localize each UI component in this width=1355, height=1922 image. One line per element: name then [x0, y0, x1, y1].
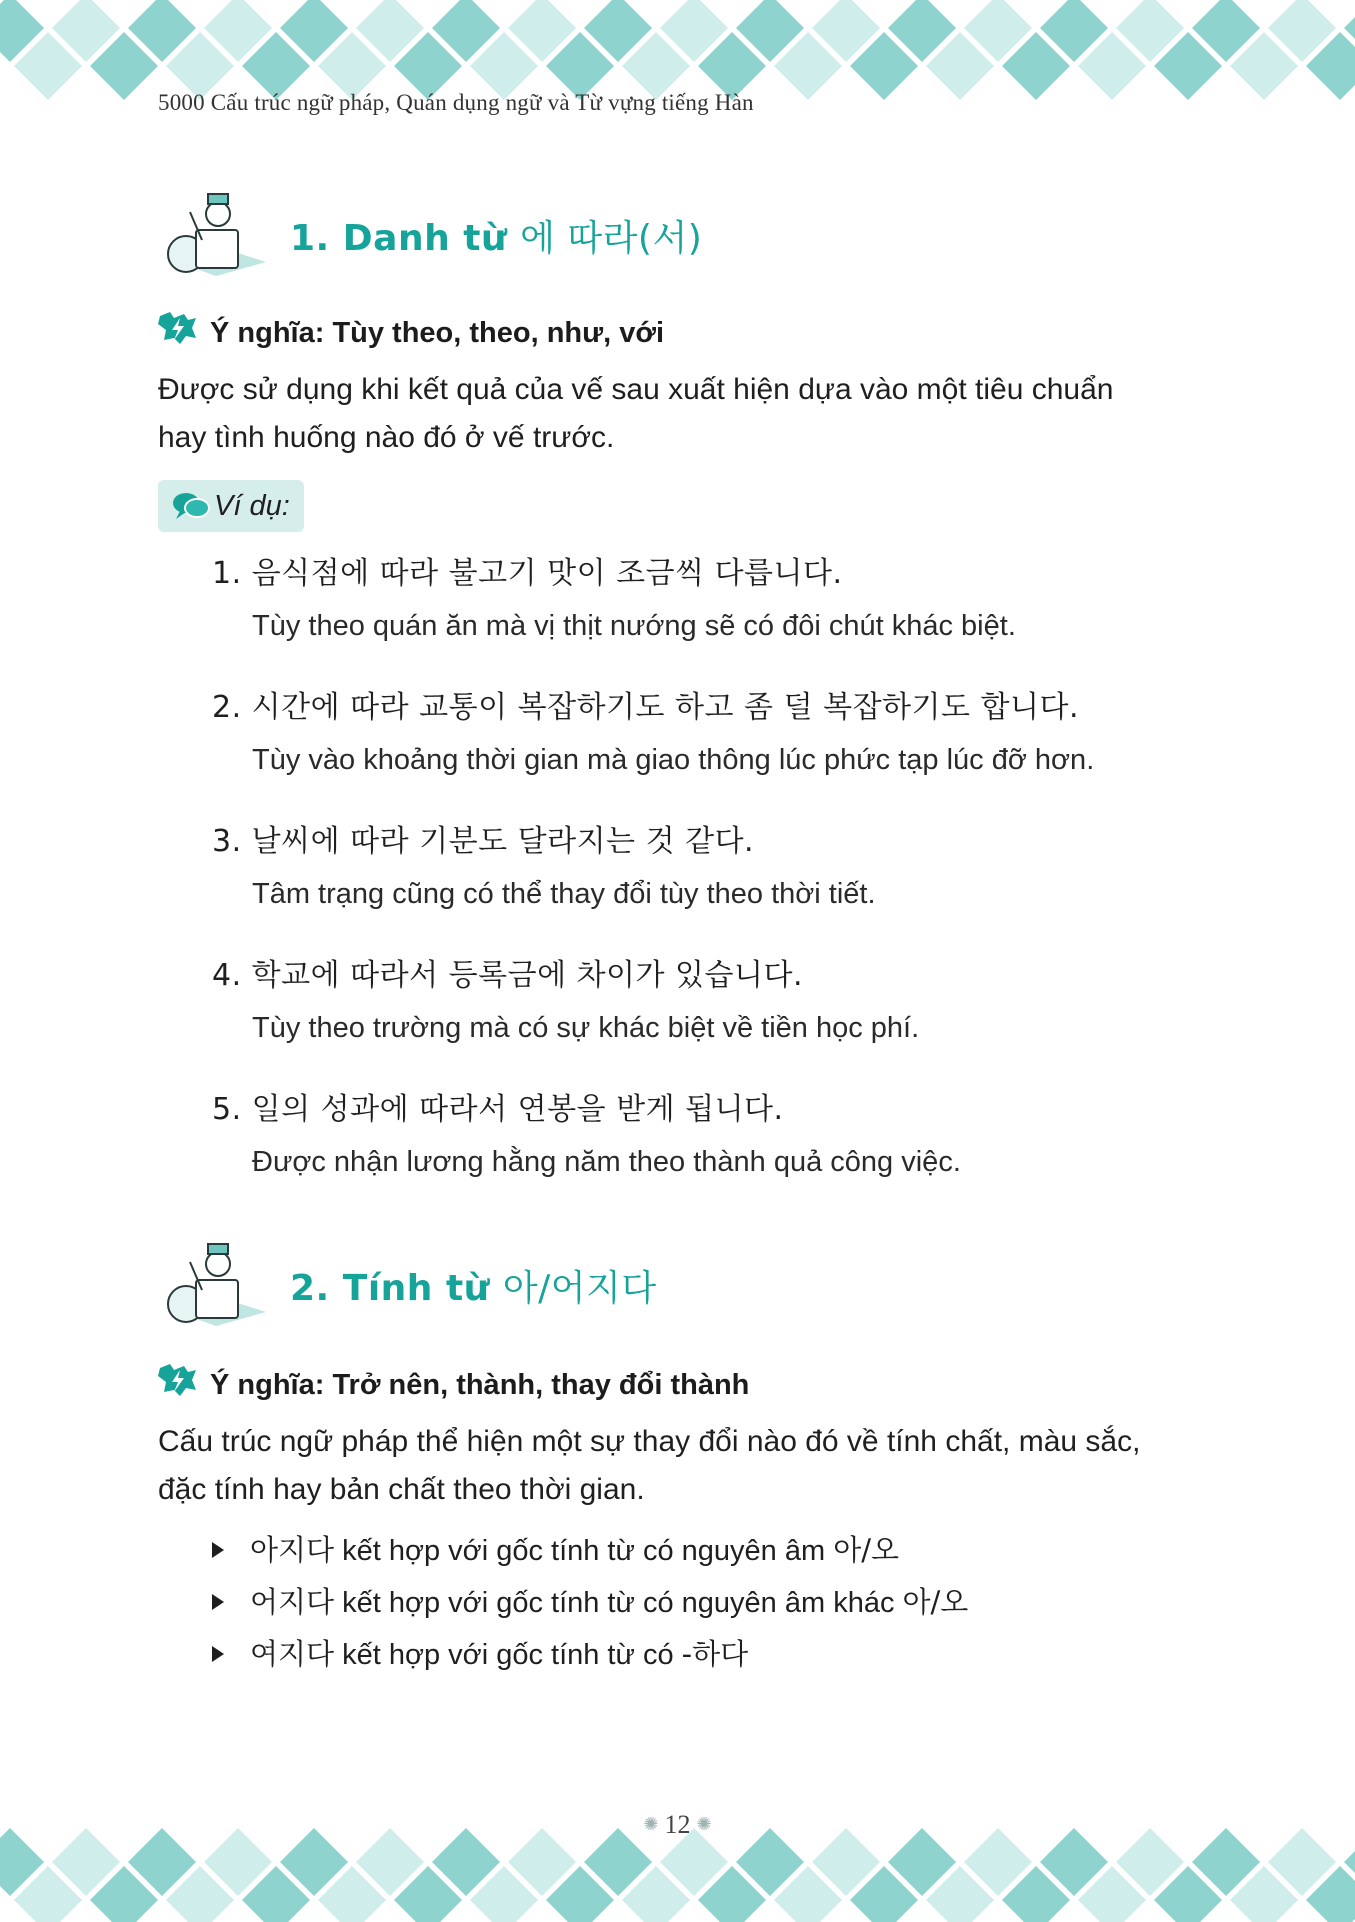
example-translation: Tâm trạng cũng có thể thay đổi tùy theo thời tiết.	[252, 878, 876, 910]
section-2-number: 2.	[290, 1268, 330, 1309]
description-line: hay tình huống nào đó ở vế trước.	[158, 421, 615, 454]
section-2-title-kr: 아/어지다	[502, 1268, 657, 1309]
section-2-heading	[156, 1238, 1056, 1338]
example-label	[158, 480, 304, 532]
bullet-suffix: 어지다	[250, 1585, 335, 1619]
example-number: 4.	[212, 958, 242, 993]
bullet-vowel: 아/오	[902, 1585, 969, 1619]
page-number	[0, 1810, 1355, 1840]
description-line: Được sử dụng khi kết quả của vế sau xuất hiện dựa vào một tiêu chuẩn	[158, 373, 1114, 406]
section-2-title-vi: Tính từ	[342, 1268, 490, 1309]
section-1-meaning	[158, 312, 664, 350]
flower-ornament-icon: ✺	[643, 1814, 659, 1834]
bullet-suffix: 아지다	[250, 1533, 335, 1567]
section-2-meaning-text: Ý nghĩa: Trở nên, thành, thay đổi thành	[210, 1369, 750, 1401]
bullet-vowel: 아/오	[833, 1533, 900, 1567]
example-number: 3.	[212, 824, 242, 859]
example-number: 1.	[212, 556, 242, 591]
scholar-mascot-icon	[156, 188, 276, 288]
bullet-text: kết hợp với gốc tính từ có nguyên âm khác	[334, 1587, 903, 1619]
section-1-number: 1.	[290, 218, 330, 259]
speech-bubble-icon	[172, 491, 210, 532]
example-item	[212, 682, 1262, 777]
bullet-text: kết hợp với gốc tính từ có nguyên âm	[334, 1535, 834, 1567]
example-translation: Tùy vào khoảng thời gian mà giao thông lúc phức tạp lúc đỡ hơn.	[252, 744, 1095, 776]
flower-ornament-icon: ✺	[696, 1814, 712, 1834]
section-1-title-vi: Danh từ	[342, 218, 508, 259]
section-1-title	[290, 210, 702, 261]
section-1-meaning-text: Ý nghĩa: Tùy theo, theo, như, với	[210, 317, 665, 349]
scholar-mascot-icon	[156, 1238, 276, 1338]
example-korean: 날씨에 따라 기분도 달라지는 것 같다.	[251, 824, 755, 859]
section-1-description	[158, 366, 1208, 462]
triangle-bullet-icon	[212, 1646, 224, 1662]
bullet-suffix: 여지다	[250, 1637, 335, 1671]
example-number: 5.	[212, 1092, 242, 1127]
lightning-icon	[158, 312, 198, 344]
example-korean: 일의 성과에 따라서 연봉을 받게 됩니다.	[251, 1092, 784, 1127]
section-1-heading	[156, 188, 1056, 288]
example-item	[212, 548, 1262, 643]
rule-bullet	[212, 1632, 748, 1673]
page-number-text: 12	[664, 1810, 691, 1839]
rule-bullet	[212, 1580, 968, 1621]
example-korean: 학교에 따라서 등록금에 차이가 있습니다.	[251, 958, 804, 993]
example-item	[212, 950, 1262, 1045]
description-line: đặc tính hay bản chất theo thời gian.	[158, 1473, 645, 1506]
rule-bullet	[212, 1528, 899, 1569]
triangle-bullet-icon	[212, 1542, 224, 1558]
section-2-description	[158, 1418, 1208, 1514]
triangle-bullet-icon	[212, 1594, 224, 1610]
example-item	[212, 1084, 1262, 1179]
example-translation: Tùy theo quán ăn mà vị thịt nướng sẽ có đôi chút khác biệt.	[252, 610, 1016, 642]
example-translation: Được nhận lương hằng năm theo thành quả công việc.	[252, 1146, 961, 1178]
lightning-icon	[158, 1364, 198, 1396]
example-korean: 음식점에 따라 불고기 맛이 조금씩 다릅니다.	[251, 556, 843, 591]
example-korean: 시간에 따라 교통이 복잡하기도 하고 좀 덜 복잡하기도 합니다.	[251, 690, 1079, 725]
running-header: 5000 Cấu trúc ngữ pháp, Quán dụng ngữ và Từ vựng tiếng Hàn	[158, 90, 754, 115]
bullet-text: kết hợp với gốc tính từ có	[334, 1639, 682, 1671]
section-2-meaning	[158, 1364, 749, 1402]
example-label-text: Ví dụ:	[214, 490, 290, 522]
bullet-vowel: -하다	[681, 1637, 749, 1671]
example-item	[212, 816, 1262, 911]
description-line: Cấu trúc ngữ pháp thể hiện một sự thay đổi nào đó về tính chất, màu sắc,	[158, 1425, 1141, 1458]
example-number: 2.	[212, 690, 242, 725]
section-2-title	[290, 1260, 657, 1311]
section-1-title-kr: 에 따라(서)	[520, 218, 703, 259]
example-translation: Tùy theo trường mà có sự khác biệt về tiền học phí.	[252, 1012, 920, 1044]
